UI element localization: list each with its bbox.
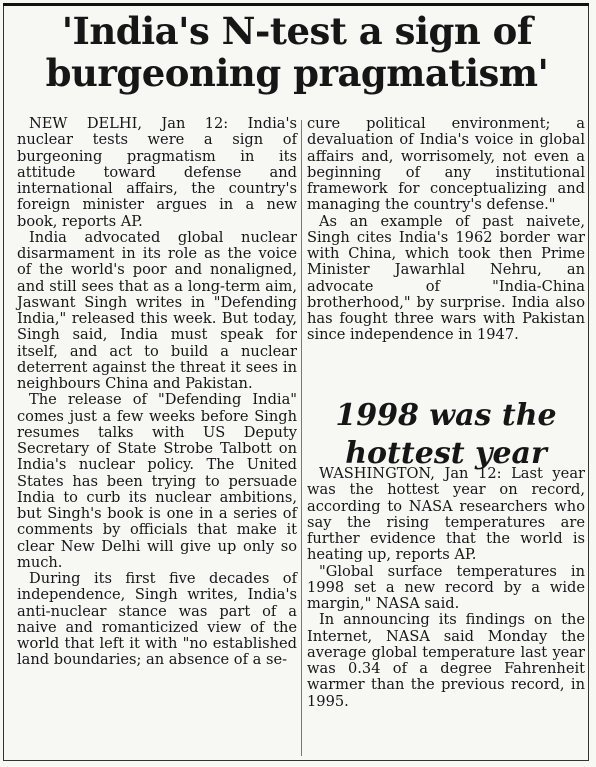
second-article-body bbox=[307, 466, 585, 710]
article-paragraph: NEW DELHI, Jan 12: India's nuclear tests were a sign of burgeoning pragmatism in its attitude toward defense and international affairs, the country's foreign minister argues in a new book, reports AP. bbox=[17, 115, 297, 230]
article-column-2 bbox=[307, 116, 585, 344]
article-paragraph: During its first five decades of independence, Singh writes, India's anti-nuclear stance was part of a naive and romanticized view of the world that left it with "no established land boundaries; an absence of a se- bbox=[17, 570, 297, 669]
article-headline: 'India's N-test a sign of burgeoning pragmatism' bbox=[45, 9, 549, 95]
article-paragraph-continued: cure political environment; a devaluation of India's voice in global affairs and, worrisomely, not even a beginning of any institutional framework for conceptualizing and managing the country's defense." bbox=[307, 115, 585, 214]
second-article-headline: 1998 was the hottest year bbox=[335, 398, 557, 471]
article-paragraph: India advocated global nuclear disarmament in its role as the voice of the world's poor and nonaligned, and still sees that as a long-term aim, Jaswant Singh writes in "Defending India," released this week. But today, Singh said, India must speak for itself, and act to build a nuclear deterrent against the threat it sees in neighbours China and Pakistan. bbox=[17, 228, 297, 392]
article-paragraph: WASHINGTON, Jan 12: Last year was the hottest year on record, according to NASA researchers who say the rising temperatures are further evidence that the world is heating up, reports AP. bbox=[307, 465, 585, 564]
column-divider bbox=[301, 120, 302, 756]
top-rule bbox=[3, 3, 589, 6]
article-paragraph: The release of "Defending India" comes just a few weeks before Singh resumes talks with US Deputy Secretary of State Strobe Talbott on India's nuclear policy. The United States has been trying to persuade India to curb its nuclear ambitions, but Singh's book is one in a series of comments by officials that make it clear New Delhi will give up only so much. bbox=[17, 391, 297, 571]
article-paragraph: In announcing its findings on the Internet, NASA said Monday the average global temperature last year was 0.34 of a degree Fahrenheit warmer than the previous record, in 1995. bbox=[307, 611, 585, 710]
article-column-1 bbox=[17, 116, 297, 669]
article-paragraph: As an example of past naivete, Singh cites India's 1962 border war with China, which took then Prime Minister Jawarhlal Nehru, an advocate of "India-China brotherhood," by surprise. India also has fought three wars with Pakistan since independence in 1947. bbox=[307, 212, 585, 344]
article-paragraph: "Global surface temperatures in 1998 set a new record by a wide margin," NASA said. bbox=[307, 562, 585, 612]
